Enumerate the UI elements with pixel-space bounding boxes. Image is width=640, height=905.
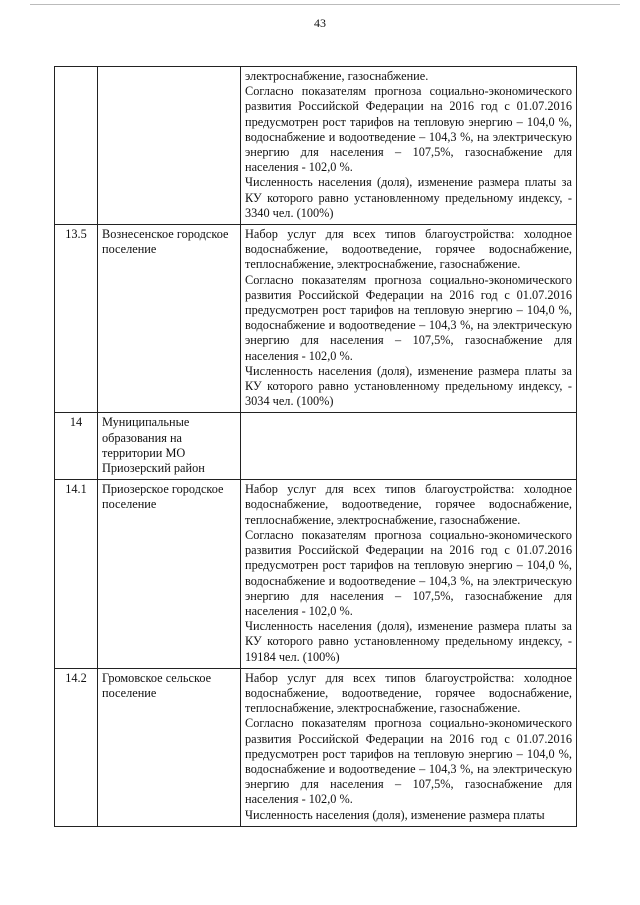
description-cell bbox=[241, 413, 577, 480]
description-paragraph: Численность населения (доля), изменение размера платы за КУ которого равно установленному предельному индексу, - 19184 чел. (100%) bbox=[245, 619, 572, 664]
municipality-name-cell: Громовское сельское поселение bbox=[98, 668, 241, 826]
tariff-table bbox=[54, 66, 577, 827]
description-paragraph: Набор услуг для всех типов благоустройства: холодное водоснабжение, водоотведение, горячее водоснабжение, теплоснабжение, электроснабжение, газоснабжение. bbox=[245, 670, 572, 716]
page-top-edge bbox=[30, 4, 620, 5]
description-paragraph: Согласно показателям прогноза социально-экономического развития Российской Федерации на 2016 год с 01.07.2016 предусмотрен рост тарифов на тепловую энергию – 104,0 %, водоснабжение и водоотведение – 104,3 %, на электрическую энергию для населения – 107,5%, газоснабжение для населения - 102,0 %. bbox=[245, 272, 572, 363]
description-paragraph: Согласно показателям прогноза социально-экономического развития Российской Федерации на 2016 год с 01.07.2016 предусмотрен рост тарифов на тепловую энергию – 104,0 %, водоснабжение и водоотведение – 104,3 %, на электрическую энергию для населения – 107,5%, газоснабжение для населения - 102,0 %. bbox=[245, 84, 572, 175]
description-paragraph: электроснабжение, газоснабжение. bbox=[245, 69, 429, 83]
row-number-cell: 14.1 bbox=[55, 480, 98, 668]
description-cell bbox=[241, 67, 577, 225]
description-paragraph: Численность населения (доля), изменение размера платы за КУ которого равно установленному предельному индексу, - 3034 чел. (100%) bbox=[245, 363, 572, 409]
description-cell bbox=[241, 225, 577, 413]
description-paragraph: Набор услуг для всех типов благоустройства: холодное водоснабжение, водоотведение, горячее водоснабжение, теплоснабжение, электроснабжение, газоснабжение. bbox=[245, 482, 572, 527]
row-number-cell: 13.5 bbox=[55, 225, 98, 413]
table-row bbox=[55, 67, 577, 225]
description-cell bbox=[241, 480, 577, 668]
municipality-name-cell: Вознесенское городское поселение bbox=[98, 225, 241, 413]
table-body bbox=[55, 67, 577, 827]
municipality-name-cell: Муниципальные образования на территории МО Приозерский район bbox=[98, 413, 241, 480]
table-row bbox=[55, 225, 577, 413]
municipality-name-cell bbox=[98, 67, 241, 225]
row-number-cell bbox=[55, 67, 98, 225]
description-paragraph: Согласно показателям прогноза социально-экономического развития Российской Федерации на 2016 год с 01.07.2016 предусмотрен рост тарифов на тепловую энергию – 104,0 %, водоснабжение и водоотведение – 104,3 %, на электрическую энергию для населения – 107,5%, газоснабжение для населения - 102,0 %. bbox=[245, 716, 572, 807]
description-paragraph: Численность населения (доля), изменение размера платы bbox=[245, 807, 545, 822]
municipality-name-cell: Приозерское городское поселение bbox=[98, 480, 241, 668]
row-number-cell: 14 bbox=[55, 413, 98, 480]
description-paragraph: Согласно показателям прогноза социально-экономического развития Российской Федерации на 2016 год с 01.07.2016 предусмотрен рост тарифов на тепловую энергию – 104,0 %, водоснабжение и водоотведение – 104,3 %, на электрическую энергию для населения – 107,5%, газоснабжение для населения - 102,0 %. bbox=[245, 527, 572, 618]
description-paragraph: Численность населения (доля), изменение размера платы за КУ которого равно установленному предельному индексу, - 3340 чел. (100%) bbox=[245, 175, 572, 220]
table-row bbox=[55, 480, 577, 668]
page-number: 43 bbox=[314, 16, 326, 30]
table-row bbox=[55, 668, 577, 826]
description-paragraph: Набор услуг для всех типов благоустройства: холодное водоснабжение, водоотведение, горячее водоснабжение, теплоснабжение, электроснабжение, газоснабжение. bbox=[245, 227, 572, 272]
table-row bbox=[55, 413, 577, 480]
row-number-cell: 14.2 bbox=[55, 668, 98, 826]
description-cell bbox=[241, 668, 577, 826]
